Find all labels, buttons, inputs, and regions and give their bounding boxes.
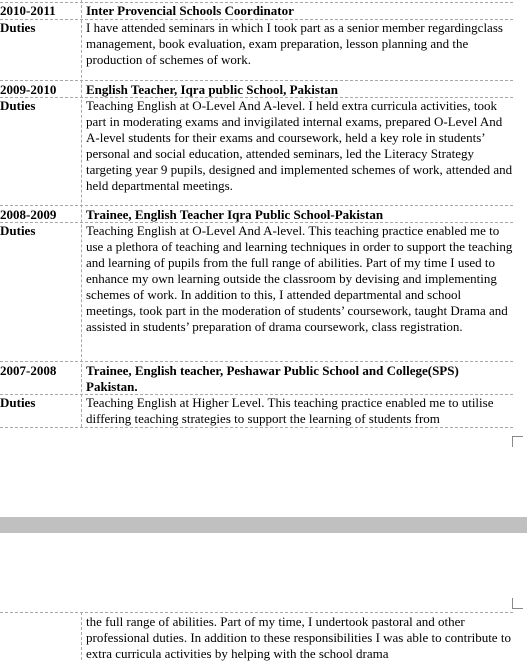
row-divider [0,80,513,81]
row-divider [0,427,513,428]
row-divider [0,361,513,362]
entry-title: Trainee, English Teacher Iqra Public School-Pakistan [86,207,384,222]
column-divider [81,0,82,427]
continuation-text: the full range of abilities. Part of my time, I undertook pastoral and other professional duties. In addition to these responsibilities I was able to contribute to extra curricula activities by helping with the school drama [86,614,511,661]
duties-label: Duties [0,20,36,35]
duties-text: Teaching English at O-Level And A-level. I held extra curricula activities, took part in moderating exams and invigilated internal exams, prepared O-Level And A-level students for their exams and coursework, held a key role in students’ personal and social education, attended seminars, led the Literacy Strategy targeting year 9 pupils, designed and implemented schemes of work, attended and held departmental meetings. [86,98,513,193]
entry-title: Trainee, English teacher, Peshawar Public School and College(SPS) Pakistan. [86,363,459,394]
entry-title: English Teacher, Iqra public School, Pakistan [86,82,339,97]
duties-text: Teaching English at O-Level And A-level. This teaching practice enabled me to use a plethora of teaching and learning techniques in order to support the teaching and learning of pupils from the full range of abilities. Part of my time I used to enhance my own learning outside the classroom by devising and implementing schemes of work. In addition to this, I attended departmental and school meetings, took part in the moderation of students’ coursework, taught Drama and assisted in students’ preparation of drama coursework, class registration. [86,223,513,334]
duties-text: I have attended seminars in which I took part as a senior member regardingclass management, book evaluation, exam preparation, lesson planning and the production of schemes of work. [86,20,503,67]
page-break-gap [0,517,527,533]
column-divider [81,612,82,660]
page-corner-mark [512,598,523,609]
row-divider [0,205,513,206]
entry-years: 2008-2009 [0,207,57,222]
duties-label: Duties [0,223,36,238]
duties-text: Teaching English at Higher Level. This teaching practice enabled me to utilise differing teaching strategies to support the learning of students from [86,395,494,426]
entry-title: Inter Provencial Schools Coordinator [86,3,294,18]
entry-years: 2007-2008 [0,363,57,378]
page-corner-mark [512,436,523,447]
row-divider [0,612,513,613]
entry-years: 2009-2010 [0,82,57,97]
entry-years: 2010-2011 [0,3,56,18]
document-page-2 [0,533,527,660]
duties-label: Duties [0,395,36,410]
duties-label: Duties [0,98,36,113]
